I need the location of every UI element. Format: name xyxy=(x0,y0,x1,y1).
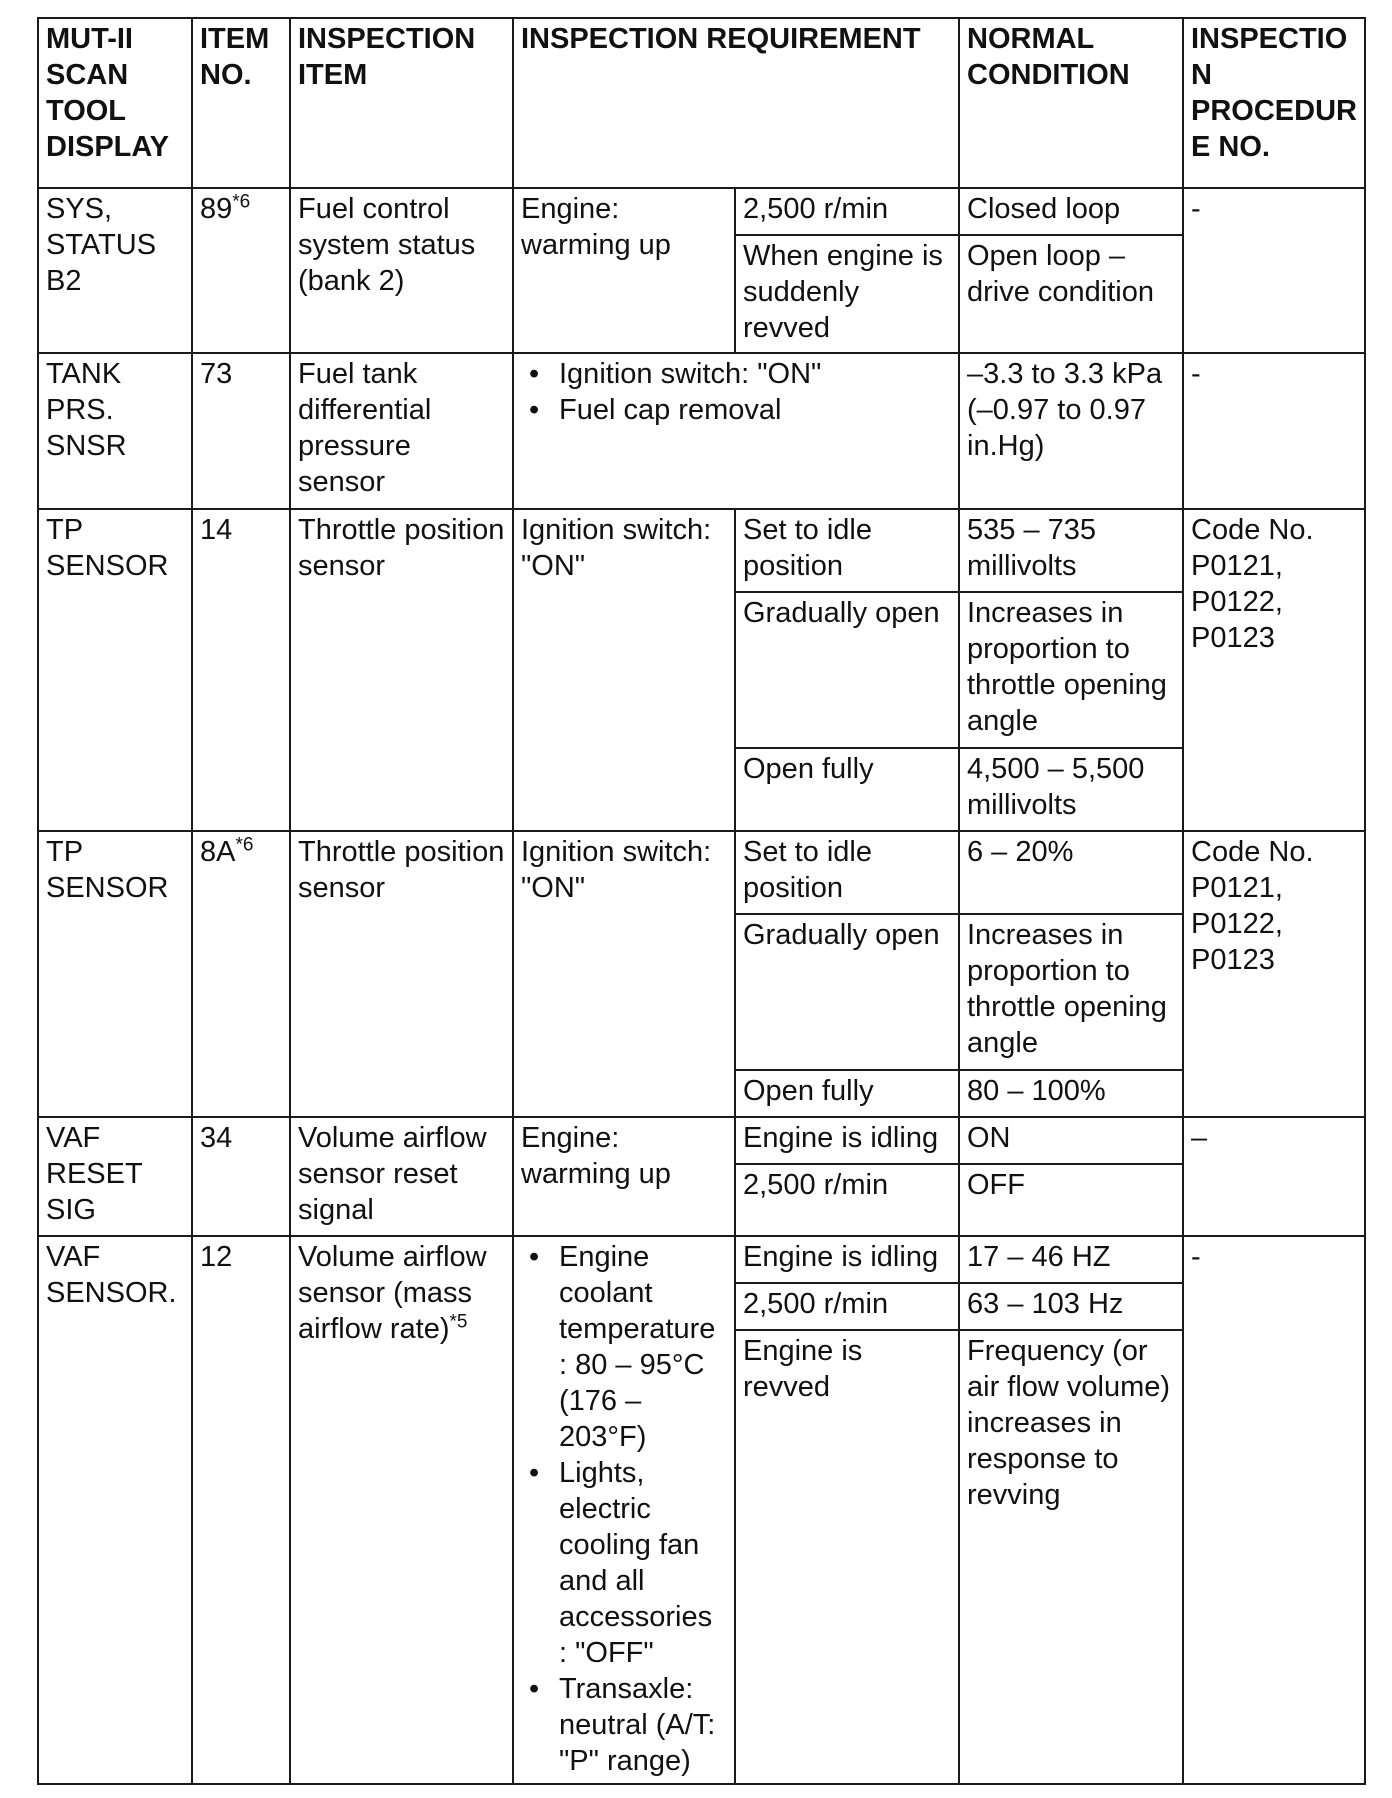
item-no-cell: 14 xyxy=(192,509,290,831)
item-cell xyxy=(290,1236,513,1784)
item-no-cell xyxy=(192,188,290,353)
procedure-cell: Code No. P0121, P0122, P0123 xyxy=(1183,509,1365,831)
display-cell: SYS, STATUS B2 xyxy=(38,188,192,353)
condition-cell: Open fully xyxy=(735,748,959,831)
display-cell: VAF SENSOR. xyxy=(38,1236,192,1784)
condition-cell: 2,500 r/min xyxy=(735,1283,959,1330)
header-display: MUT-II SCAN TOOL DISPLAY xyxy=(38,18,192,188)
condition-cell: Gradually open xyxy=(735,914,959,1070)
requirement-cell: Ignition switch: "ON" xyxy=(513,509,735,831)
requirement-list xyxy=(521,1239,727,1779)
table-row xyxy=(38,1236,1365,1283)
header-row xyxy=(38,18,1365,188)
item-no-footnote: *6 xyxy=(235,834,254,856)
header-requirement: INSPECTION REQUIREMENT xyxy=(513,18,959,188)
requirement-cell xyxy=(513,353,959,509)
display-cell: TP SENSOR xyxy=(38,509,192,831)
requirement-cell: Engine: warming up xyxy=(513,1117,735,1236)
item-cell: Throttle position sensor xyxy=(290,831,513,1117)
table-row xyxy=(38,509,1365,592)
item-cell: Volume airflow sensor reset signal xyxy=(290,1117,513,1236)
normal-cell: ON xyxy=(959,1117,1183,1164)
requirement-bullet: • Engine coolant temperature : 80 – 95°C (176 – 203°F) xyxy=(559,1239,727,1455)
condition-cell: Set to idle position xyxy=(735,509,959,592)
item-no-cell xyxy=(192,831,290,1117)
normal-cell: Increases in proportion to throttle opening angle xyxy=(959,914,1183,1070)
normal-cell: 6 – 20% xyxy=(959,831,1183,914)
item-cell: Fuel control system status (bank 2) xyxy=(290,188,513,353)
normal-cell: –3.3 to 3.3 kPa (–0.97 to 0.97 in.Hg) xyxy=(959,353,1183,509)
display-cell: VAF RESET SIG xyxy=(38,1117,192,1236)
requirement-cell xyxy=(513,1236,735,1784)
procedure-cell: - xyxy=(1183,188,1365,353)
normal-cell: OFF xyxy=(959,1164,1183,1236)
display-cell: TP SENSOR xyxy=(38,831,192,1117)
item-no-value: 89 xyxy=(200,193,233,225)
normal-cell: Open loop – drive condition xyxy=(959,235,1183,353)
table-row xyxy=(38,188,1365,235)
header-procedure: INSPECTION PROCEDURE NO. xyxy=(1183,18,1365,188)
normal-cell: 535 – 735 millivolts xyxy=(959,509,1183,592)
item-cell: Fuel tank differential pressure sensor xyxy=(290,353,513,509)
inspection-table xyxy=(37,17,1366,1785)
requirement-list xyxy=(521,356,951,428)
requirement-bullet: • Transaxle: neutral (A/T: "P" range) xyxy=(559,1671,727,1779)
condition-cell: 2,500 r/min xyxy=(735,188,959,235)
normal-cell: Frequency (or air flow volume) increases in response to revving xyxy=(959,1330,1183,1784)
item-no-footnote: *6 xyxy=(232,191,251,213)
table-row xyxy=(38,1117,1365,1164)
condition-cell: Gradually open xyxy=(735,592,959,748)
item-no-value: 8A xyxy=(200,836,236,868)
condition-cell: Engine is idling xyxy=(735,1236,959,1283)
condition-cell: Set to idle position xyxy=(735,831,959,914)
condition-cell: 2,500 r/min xyxy=(735,1164,959,1236)
requirement-bullet: • Lights, electric cooling fan and all accessories : "OFF" xyxy=(559,1455,727,1671)
item-no-cell: 73 xyxy=(192,353,290,509)
item-no-cell: 12 xyxy=(192,1236,290,1784)
procedure-cell: - xyxy=(1183,1236,1365,1784)
normal-cell: 80 – 100% xyxy=(959,1070,1183,1117)
item-footnote: *5 xyxy=(449,1311,468,1333)
display-cell: TANK PRS. SNSR xyxy=(38,353,192,509)
item-cell: Throttle position sensor xyxy=(290,509,513,831)
header-item-no: ITEM NO. xyxy=(192,18,290,188)
normal-cell: Increases in proportion to throttle opening angle xyxy=(959,592,1183,748)
table-row xyxy=(38,353,1365,509)
header-normal: NORMAL CONDITION xyxy=(959,18,1183,188)
normal-cell: 17 – 46 HZ xyxy=(959,1236,1183,1283)
procedure-cell: – xyxy=(1183,1117,1365,1236)
condition-cell: Engine is revved xyxy=(735,1330,959,1784)
condition-cell: Open fully xyxy=(735,1070,959,1117)
normal-cell: 63 – 103 Hz xyxy=(959,1283,1183,1330)
requirement-cell: Engine: warming up xyxy=(513,188,735,353)
requirement-bullet: • Ignition switch: "ON" xyxy=(559,356,951,392)
table-row xyxy=(38,831,1365,914)
header-item: INSPECTION ITEM xyxy=(290,18,513,188)
requirement-cell: Ignition switch: "ON" xyxy=(513,831,735,1117)
procedure-cell: Code No. P0121, P0122, P0123 xyxy=(1183,831,1365,1117)
requirement-bullet: • Fuel cap removal xyxy=(559,392,951,428)
normal-cell: Closed loop xyxy=(959,188,1183,235)
procedure-cell: - xyxy=(1183,353,1365,509)
normal-cell: 4,500 – 5,500 millivolts xyxy=(959,748,1183,831)
condition-cell: Engine is idling xyxy=(735,1117,959,1164)
condition-cell: When engine is suddenly revved xyxy=(735,235,959,353)
item-no-cell: 34 xyxy=(192,1117,290,1236)
item-text: Volume airflow sensor (mass airflow rate) xyxy=(298,1241,487,1345)
